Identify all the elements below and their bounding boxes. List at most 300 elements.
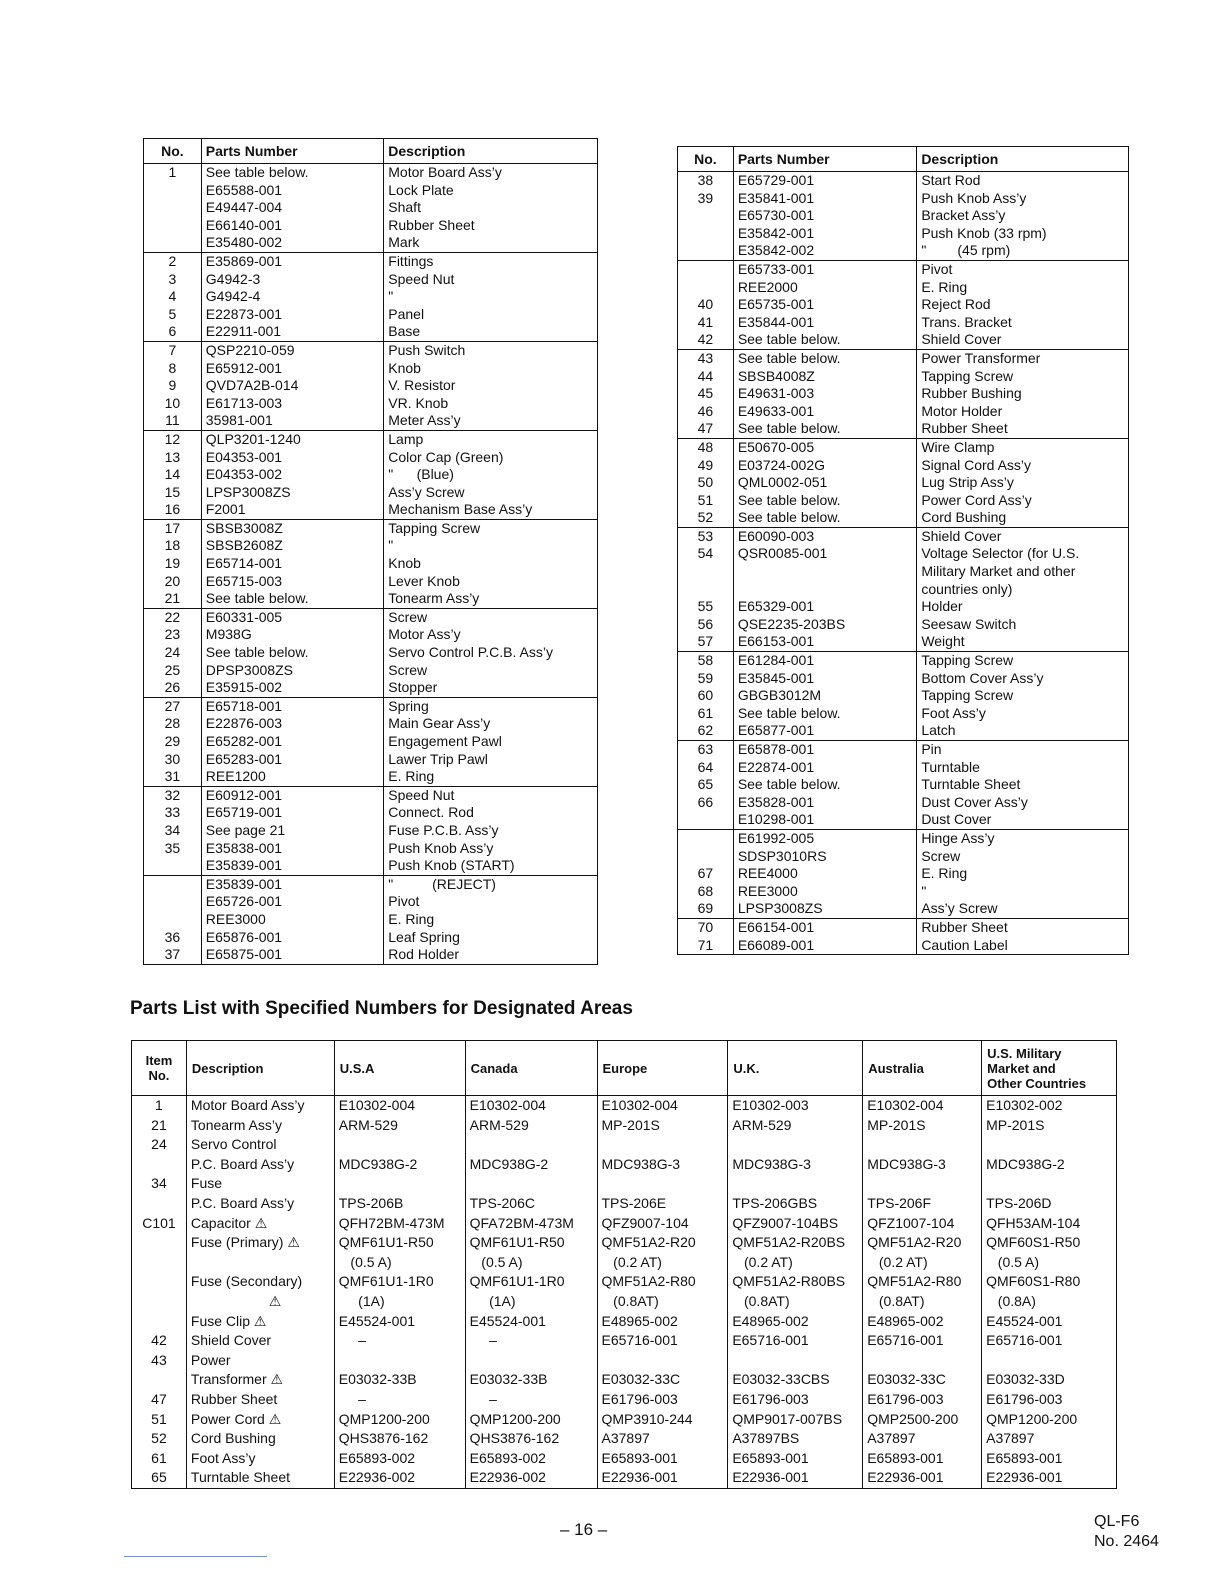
table-row (144, 449, 598, 467)
part-description: Mechanism Base Ass’y (388, 501, 533, 518)
part-no (678, 260, 734, 278)
part-number: E65718-001 (201, 697, 383, 715)
uk-part: E65893-001 (728, 1449, 863, 1469)
part-no: 2 (144, 252, 202, 270)
part-no: 24 (144, 644, 202, 662)
part-description: Leaf Spring (388, 928, 460, 945)
uk-part: TPS-206GBS (728, 1174, 863, 1213)
europe-part: E61796-003 (597, 1390, 728, 1410)
part-description: Turntable (921, 758, 980, 775)
part-number: E65714-001 (201, 555, 383, 573)
part-description: Pin (917, 741, 1129, 759)
part-description: E. Ring (921, 278, 968, 295)
part-no (144, 182, 202, 200)
table-row (678, 296, 1129, 314)
table-row (132, 1449, 1117, 1469)
item-description: Servo Control P.C. Board Ass’y (186, 1135, 334, 1174)
table-row (132, 1135, 1117, 1174)
canada-part: – (465, 1390, 597, 1410)
table-row (678, 581, 1129, 599)
table-row (678, 811, 1129, 829)
part-no: 20 (144, 573, 202, 591)
us-military-part: E10302-002 (982, 1096, 1117, 1116)
uk-part: E22936-001 (728, 1468, 863, 1488)
part-number: LPSP3008ZS (733, 900, 917, 918)
table-row (144, 217, 598, 235)
part-number: See table below. (201, 164, 383, 182)
usa-part: QFH72BM-473M (334, 1214, 465, 1234)
parts-table-body (144, 164, 598, 965)
part-no (678, 279, 734, 297)
header-australia: Australia (863, 1041, 982, 1096)
table-row (678, 652, 1129, 670)
table-row (678, 545, 1129, 563)
part-no: 67 (678, 865, 734, 883)
part-no: 9 (144, 377, 202, 395)
europe-part: E22936-001 (597, 1468, 728, 1488)
europe-part: QMF51A2-R80 (0.8AT) (597, 1272, 728, 1311)
us-military-part: TPS-206D (982, 1174, 1117, 1213)
us-military-part: QMF60S1-R50 (0.5 A) (982, 1233, 1117, 1272)
part-no: 51 (678, 492, 734, 510)
canada-part: MDC938G-2 (465, 1135, 597, 1174)
table-row (678, 331, 1129, 349)
part-description: Screw (384, 608, 598, 626)
part-no: 68 (678, 883, 734, 901)
header-no: No. (678, 147, 734, 172)
part-no (144, 199, 202, 217)
table-row (144, 822, 598, 840)
part-description: Stopper (388, 679, 438, 696)
table-row (144, 946, 598, 964)
canada-part: – (465, 1331, 597, 1351)
usa-part: MDC938G-2 (334, 1135, 465, 1174)
part-number (733, 563, 917, 581)
europe-part: E03032-33C (597, 1351, 728, 1390)
table-row (678, 172, 1129, 190)
part-no (144, 893, 202, 911)
usa-part: QMP1200-200 (334, 1410, 465, 1430)
part-description: Power Cord Ass’y (921, 491, 1032, 508)
table-row (132, 1116, 1117, 1136)
part-description: Bracket Ass’y (921, 207, 1006, 224)
part-description: V. Resistor (388, 377, 456, 394)
canada-part: E03032-33B (465, 1351, 597, 1390)
part-no: 12 (144, 430, 202, 448)
item-no: 43 (132, 1351, 187, 1390)
us-military-part: MDC938G-2 (982, 1135, 1117, 1174)
part-description: Rubber Bushing (921, 385, 1022, 402)
part-number: E60331-005 (201, 608, 383, 626)
part-description: Spring (384, 697, 598, 715)
part-description: Fittings (384, 252, 598, 270)
usa-part: QMF61U1-R50 (0.5 A) (334, 1233, 465, 1272)
canada-part: E65893-002 (465, 1449, 597, 1469)
europe-part: E10302-004 (597, 1096, 728, 1116)
part-number: E65735-001 (733, 296, 917, 314)
item-no: 1 (132, 1096, 187, 1116)
part-description: " (45 rpm) (921, 242, 1011, 259)
table-row (144, 573, 598, 591)
part-number: 35981-001 (201, 412, 383, 430)
part-no: 14 (144, 466, 202, 484)
australia-part: E48965-002 (863, 1312, 982, 1332)
table-row (144, 501, 598, 519)
table-row (144, 804, 598, 822)
table-row (678, 687, 1129, 705)
table-row (132, 1351, 1117, 1390)
us-military-part: E65716-001 (982, 1331, 1117, 1351)
part-description: Lawer Trip Pawl (388, 750, 488, 767)
table-row (144, 377, 598, 395)
part-no: 45 (678, 385, 734, 403)
australia-part: MDC938G-3 (863, 1135, 982, 1174)
part-description: Cord Bushing (921, 509, 1007, 526)
part-description: Wire Clamp (917, 438, 1129, 456)
table-row (144, 484, 598, 502)
europe-part: E65716-001 (597, 1331, 728, 1351)
canada-part: QMF61U1-R50 (0.5 A) (465, 1233, 597, 1272)
us-military-part: A37897 (982, 1429, 1117, 1449)
table-row (132, 1410, 1117, 1430)
part-number: E35841-001 (733, 190, 917, 208)
item-no: 47 (132, 1390, 187, 1410)
part-description: " (921, 882, 927, 899)
table-row (678, 829, 1129, 847)
part-number: E65729-001 (733, 172, 917, 190)
part-no: 66 (678, 794, 734, 812)
europe-part: QFZ9007-104 (597, 1214, 728, 1234)
us-military-part: E22936-001 (982, 1468, 1117, 1488)
australia-part: E65893-001 (863, 1449, 982, 1469)
footnote-rule (124, 1556, 267, 1557)
part-description: Push Knob Ass’y (921, 189, 1027, 206)
part-no (678, 829, 734, 847)
part-no: 21 (144, 590, 202, 608)
part-number: QML0002-051 (733, 474, 917, 492)
table-row (132, 1390, 1117, 1410)
table-row (678, 776, 1129, 794)
part-no: 10 (144, 395, 202, 413)
part-description: Tapping Screw (921, 367, 1014, 384)
part-number: QSR0085-001 (733, 545, 917, 563)
part-no: 26 (144, 679, 202, 697)
item-description: Motor Board Ass’y (186, 1096, 334, 1116)
part-no: 44 (678, 368, 734, 386)
table-row (678, 314, 1129, 332)
part-description: Start Rod (921, 172, 981, 188)
header-parts-number: Parts Number (201, 139, 383, 164)
part-number: E65719-001 (201, 804, 383, 822)
part-number: SBSB3008Z (201, 519, 383, 537)
canada-part: QMF61U1-1R0 (1A) (465, 1272, 597, 1311)
europe-part: A37897 (597, 1429, 728, 1449)
part-number: M938G (201, 626, 383, 644)
table-row (678, 368, 1129, 386)
item-no: 65 (132, 1468, 187, 1488)
table-row (132, 1233, 1117, 1272)
part-description: Speed Nut (388, 270, 455, 287)
table-row (678, 474, 1129, 492)
part-description: Ass’y Screw (921, 900, 998, 917)
part-no: 39 (678, 190, 734, 208)
table-row (678, 457, 1129, 475)
table-row (678, 937, 1129, 955)
part-no: 22 (144, 608, 202, 626)
part-number: DPSP3008ZS (201, 662, 383, 680)
part-description: Holder (921, 598, 963, 615)
australia-part: E65716-001 (863, 1331, 982, 1351)
part-no: 61 (678, 705, 734, 723)
table-row (678, 385, 1129, 403)
part-description: Shield Cover (917, 527, 1129, 545)
usa-part: QMF61U1-1R0 (1A) (334, 1272, 465, 1311)
page-number: – 16 – (560, 1520, 608, 1539)
part-description: Foot Ass’y (921, 704, 986, 721)
item-no: 52 (132, 1429, 187, 1449)
part-description: Fuse P.C.B. Ass’y (388, 821, 499, 838)
usa-part: E10302-004 (334, 1096, 465, 1116)
uk-part: QMP9017-007BS (728, 1410, 863, 1430)
item-description: Power Transformer ⚠ (186, 1351, 334, 1390)
table-row (144, 412, 598, 430)
part-description: Connect. Rod (388, 804, 474, 821)
parts-table-right (677, 146, 1129, 955)
item-description: Rubber Sheet (186, 1390, 334, 1410)
part-description: Speed Nut (384, 786, 598, 804)
part-no: 56 (678, 616, 734, 634)
part-no: 32 (144, 786, 202, 804)
table-row (144, 537, 598, 555)
table-row (678, 848, 1129, 866)
part-description: Caution Label (921, 936, 1008, 953)
table-row (144, 786, 598, 804)
item-description: Power Cord ⚠ (186, 1410, 334, 1430)
australia-part: QMP2500-200 (863, 1410, 982, 1430)
part-number: E65715-003 (201, 573, 383, 591)
part-number: E49633-001 (733, 403, 917, 421)
canada-part: QFA72BM-473M (465, 1214, 597, 1234)
uk-part: MDC938G-3 (728, 1135, 863, 1174)
part-no: 34 (144, 822, 202, 840)
part-no: 50 (678, 474, 734, 492)
table-row (678, 420, 1129, 438)
part-number: E61284-001 (733, 652, 917, 670)
part-number: E61992-005 (733, 829, 917, 847)
us-military-part: MP-201S (982, 1116, 1117, 1136)
part-no: 27 (144, 697, 202, 715)
table-row (144, 893, 598, 911)
part-number: E50670-005 (733, 438, 917, 456)
part-no: 19 (144, 555, 202, 573)
part-description: Seesaw Switch (921, 615, 1017, 632)
part-number: E35869-001 (201, 252, 383, 270)
part-description: Main Gear Ass’y (388, 715, 491, 732)
part-description: Motor Board Ass’y (388, 164, 502, 180)
part-number: E49631-003 (733, 385, 917, 403)
part-description: Push Knob Ass’y (388, 839, 494, 856)
parts-table-header (144, 139, 598, 164)
part-no: 25 (144, 662, 202, 680)
model-code (1094, 1512, 1159, 1552)
uk-part: E10302-003 (728, 1096, 863, 1116)
part-no: 23 (144, 626, 202, 644)
table-row (678, 563, 1129, 581)
header-description: Description (917, 147, 1129, 172)
table-row (678, 509, 1129, 527)
part-description: Pivot (917, 260, 1129, 278)
part-number: See table below. (201, 590, 383, 608)
table-row (144, 360, 598, 378)
part-description: Mark (388, 234, 420, 251)
item-description: Fuse P.C. Board Ass’y (186, 1174, 334, 1213)
table-row (144, 555, 598, 573)
table-row (678, 918, 1129, 936)
part-description: Trans. Bracket (921, 313, 1012, 330)
uk-part: E03032-33CBS (728, 1351, 863, 1390)
table-row (132, 1214, 1117, 1234)
table-row (144, 715, 598, 733)
part-description: VR. Knob (388, 394, 449, 411)
part-no: 63 (678, 741, 734, 759)
header-description: Description (384, 139, 598, 164)
part-number: QSP2210-059 (201, 341, 383, 359)
table-row (678, 865, 1129, 883)
part-no: 52 (678, 509, 734, 527)
part-number: E22874-001 (733, 759, 917, 777)
part-no: 15 (144, 484, 202, 502)
table-row (678, 207, 1129, 225)
part-description: Lock Plate (388, 181, 454, 198)
section-title: Parts List with Specified Numbers for Designated Areas (130, 998, 633, 1019)
table-row (144, 733, 598, 751)
item-no: 42 (132, 1331, 187, 1351)
usa-part: E45524-001 (334, 1312, 465, 1332)
canada-part: E10302-004 (465, 1096, 597, 1116)
us-military-part: QFH53AM-104 (982, 1214, 1117, 1234)
item-no: 61 (132, 1449, 187, 1469)
part-description: Push Switch (384, 341, 598, 359)
part-number: SDSP3010RS (733, 848, 917, 866)
part-no (678, 563, 734, 581)
us-military-part: E45524-001 (982, 1312, 1117, 1332)
part-description: Military Market and other (921, 563, 1076, 580)
item-description: Turntable Sheet (186, 1468, 334, 1488)
part-number: G4942-3 (201, 271, 383, 289)
australia-part: QFZ1007-104 (863, 1214, 982, 1234)
part-description: Shield Cover (921, 331, 1002, 348)
part-no: 64 (678, 759, 734, 777)
part-no: 69 (678, 900, 734, 918)
part-no: 47 (678, 420, 734, 438)
item-no (132, 1272, 187, 1311)
item-no (132, 1312, 187, 1332)
table-row (144, 768, 598, 786)
canada-part: TPS-206C (465, 1174, 597, 1213)
part-number: E65877-001 (733, 722, 917, 740)
part-number: E35842-001 (733, 225, 917, 243)
part-number: E65283-001 (201, 751, 383, 769)
usa-part: E65893-002 (334, 1449, 465, 1469)
part-description: Power Transformer (917, 349, 1129, 367)
part-description: Lamp (384, 430, 598, 448)
table-row (144, 164, 598, 182)
usa-part: QHS3876-162 (334, 1429, 465, 1449)
table-row (678, 225, 1129, 243)
table-row (132, 1272, 1117, 1311)
part-number: E65876-001 (201, 929, 383, 947)
part-no: 49 (678, 457, 734, 475)
part-no (144, 875, 202, 893)
part-number: E65726-001 (201, 893, 383, 911)
part-no: 16 (144, 501, 202, 519)
part-description: Knob (388, 555, 421, 572)
part-no: 70 (678, 918, 734, 936)
part-number: See table below. (733, 492, 917, 510)
header-europe: Europe (597, 1041, 728, 1096)
canada-part: QMP1200-200 (465, 1410, 597, 1430)
table-row (678, 492, 1129, 510)
part-number: REE3000 (733, 883, 917, 901)
part-description: Screw (388, 661, 428, 678)
part-number: E65730-001 (733, 207, 917, 225)
part-number: E35480-002 (201, 234, 383, 252)
part-description: Servo Control P.C.B. Ass’y (388, 644, 553, 661)
table-row (678, 633, 1129, 651)
europe-part: TPS-206E (597, 1174, 728, 1213)
table-row (132, 1312, 1117, 1332)
part-description: Color Cap (Green) (388, 448, 504, 465)
part-no: 5 (144, 306, 202, 324)
table-row (144, 590, 598, 608)
table-row (144, 519, 598, 537)
part-description: Turntable Sheet (921, 776, 1021, 793)
europe-part: E48965-002 (597, 1312, 728, 1332)
part-number: QVD7A2B-014 (201, 377, 383, 395)
part-number: E35839-001 (201, 875, 383, 893)
part-number: See table below. (733, 776, 917, 794)
item-no: 34 (132, 1174, 187, 1213)
part-number: GBGB3012M (733, 687, 917, 705)
table-row (132, 1468, 1117, 1488)
part-number: E35842-002 (733, 242, 917, 260)
part-description: Rubber Sheet (917, 918, 1129, 936)
areas-table-header (132, 1041, 1117, 1096)
part-no: 36 (144, 929, 202, 947)
part-number: SBSB2608Z (201, 537, 383, 555)
item-no: 51 (132, 1410, 187, 1430)
part-number: REE3000 (201, 911, 383, 929)
item-description: Shield Cover (186, 1331, 334, 1351)
part-no: 3 (144, 271, 202, 289)
part-no (678, 581, 734, 599)
part-no: 57 (678, 633, 734, 651)
part-number: See table below. (733, 509, 917, 527)
table-row (144, 395, 598, 413)
us-military-part: E61796-003 (982, 1390, 1117, 1410)
part-description: Motor Ass’y (388, 626, 461, 643)
item-no: C101 (132, 1214, 187, 1234)
item-description: Fuse (Primary) ⚠ (186, 1233, 334, 1272)
part-description: Pivot (388, 893, 420, 910)
australia-part: E10302-004 (863, 1096, 982, 1116)
table-row (678, 722, 1129, 740)
item-description: Fuse Clip ⚠ (186, 1312, 334, 1332)
part-number: See table below. (733, 349, 917, 367)
part-no: 6 (144, 323, 202, 341)
table-row (144, 644, 598, 662)
uk-part: ARM-529 (728, 1116, 863, 1136)
